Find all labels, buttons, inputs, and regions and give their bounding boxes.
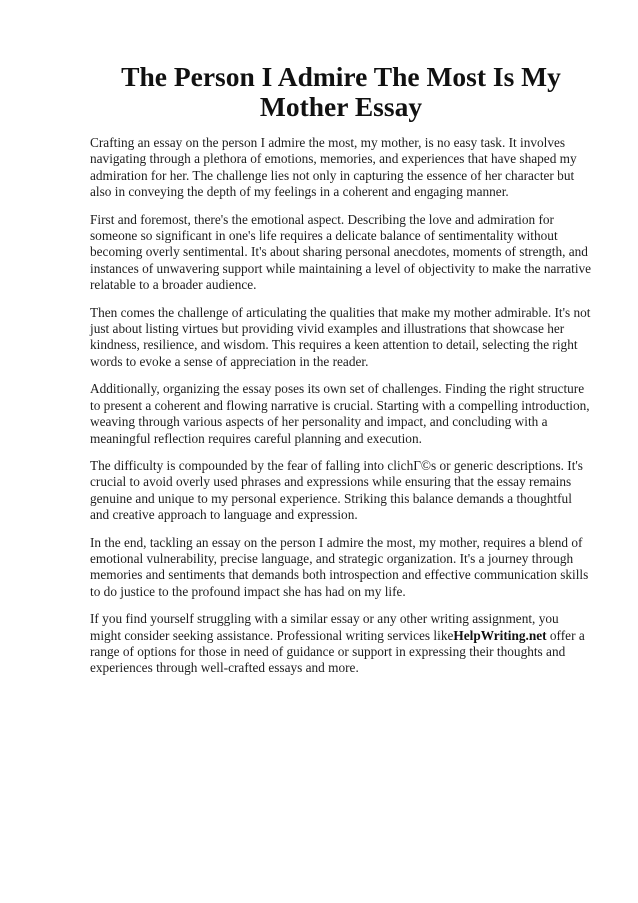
- closing-text-after: offer a range of options for those in need of guidance or support in expressing their thoughts and experiences through well-crafted essays and more.: [90, 627, 585, 676]
- paragraph-1: Crafting an essay on the person I admire the most, my mother, is no easy task. It involves navigating through a plethora of emotions, memories, and experiences that have shaped my admiration for her. The challenge lies not only in capturing the essence of her character but also in conveying the depth of my feelings in a coherent and engaging manner.: [90, 135, 577, 200]
- paragraph-3: Then comes the challenge of articulating the qualities that make my mother admirable. It's not just about listing virtues but providing vivid examples and illustrations that showcase her kindness, resilience, and wisdom. This requires a keen attention to detail, selecting the right words to evoke a sense of appreciation in the reader.: [90, 304, 591, 369]
- paragraph-4: Additionally, organizing the essay poses its own set of challenges. Finding the right structure to present a coherent and flowing narrative is crucial. Starting with a compelling introduction, weaving through various aspects of her personality and impact, and concluding with a meaningful reflection requires careful planning and execution.: [90, 381, 590, 446]
- closing-paragraph: [90, 611, 592, 677]
- paragraph-5: The difficulty is compounded by the fear of falling into clichГ©s or generic descriptions. It's crucial to avoid overly used phrases and expressions while ensuring that the essay remains genuine and unique to my personal experience. Striking this balance demands a thoughtful and creative approach to language and expression.: [90, 457, 583, 523]
- closing-text-before: If you find yourself struggling with a similar essay or any other writing assignment, you might consider seeking assistance. Professional writing services like: [90, 611, 559, 643]
- document-page: [90, 62, 592, 688]
- paragraph-2: First and foremost, there's the emotional aspect. Describing the love and admiration for someone so significant in one's life requires a delicate balance of sentimentality without becoming overly sentimental. It's about sharing personal anecdotes, moments of strength, and instances of unwavering support while maintaining a level of objectivity to make the narrative relatable to a broader audience.: [90, 211, 592, 293]
- paragraph-6: In the end, tackling an essay on the person I admire the most, my mother, requires a blend of emotional vulnerability, precise language, and strategic organization. It's a journey through memories and sentiments that demands both introspection and effective communication skills to do justice to the profound impact she has had on my life.: [90, 534, 589, 599]
- document-title: The Person I Admire The Most Is My Mother Essay: [121, 61, 561, 122]
- helpwriting-link[interactable]: HelpWriting.net: [453, 627, 547, 643]
